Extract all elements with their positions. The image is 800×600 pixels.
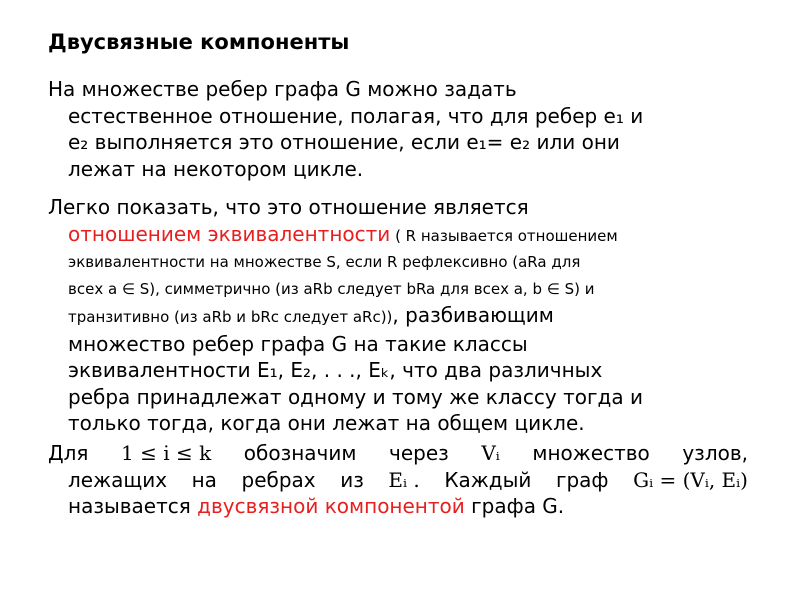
word: ребрах xyxy=(241,467,316,492)
text-line: e₂ выполняется это отношение, если e₁= e₂ или они xyxy=(68,130,620,154)
word: на xyxy=(191,467,217,492)
math-range: 1 ≤ i ≤ k xyxy=(121,441,212,465)
text-line: только тогда, когда они лежат на общем цикле. xyxy=(68,411,585,435)
word: узлов, xyxy=(682,441,748,465)
text-line: всех a ∈ S), симметрично (из aRb следует bRa для всех a, b ∈ S) и xyxy=(68,279,595,298)
text-line xyxy=(48,302,748,331)
word: множество xyxy=(532,441,650,465)
text-line xyxy=(48,467,748,494)
text-line: ребра принадлежат одному и тому же классу тогда и xyxy=(68,384,643,409)
paragraph-3 xyxy=(48,440,748,520)
text-line: На множестве ребер графа G можно задать xyxy=(48,77,517,101)
equivalence-term: отношением эквивалентности xyxy=(68,221,391,246)
text-fragment: называется xyxy=(68,494,198,518)
text-line: лежат на некотором цикле. xyxy=(68,156,364,181)
word: Для xyxy=(48,441,89,465)
text-fragment: , разбивающим xyxy=(392,303,554,327)
paragraph-2 xyxy=(48,194,748,437)
definition-text: ( R называется отношением xyxy=(390,226,618,245)
text-fragment: графа G. xyxy=(464,494,565,518)
text-line: множество ребер графа G на такие классы xyxy=(68,331,528,356)
word: обозначим xyxy=(243,441,357,465)
math-ei: Eᵢ . xyxy=(388,467,420,492)
text-line: эквивалентности E₁, E₂, . . ., Eₖ, что два различных xyxy=(68,358,603,382)
word: граф xyxy=(555,467,609,492)
paragraph-1 xyxy=(48,76,748,182)
slide-title: Двусвязные компоненты xyxy=(48,30,350,54)
text-line: естественное отношение, полагая, что для ребер e₁ и xyxy=(68,103,644,128)
text-line xyxy=(48,440,748,467)
word: Каждый xyxy=(444,467,532,492)
text-line xyxy=(48,493,748,520)
word: из xyxy=(340,467,364,492)
text-line: Легко показать, что это отношение является xyxy=(48,195,529,219)
word: через xyxy=(389,441,449,465)
math-vi: Vᵢ xyxy=(481,441,500,465)
text-line xyxy=(48,221,748,250)
definition-text: транзитивно (из aRb и bRc следует aRc)) xyxy=(68,308,393,326)
word: лежащих xyxy=(68,467,168,492)
biconnected-component-term: двусвязной компонентой xyxy=(197,494,465,518)
math-graph: Gᵢ = (Vᵢ, Eᵢ) xyxy=(633,467,748,492)
text-line: эквивалентности на множестве S, если R рефлексивно (aRa для xyxy=(68,253,581,271)
